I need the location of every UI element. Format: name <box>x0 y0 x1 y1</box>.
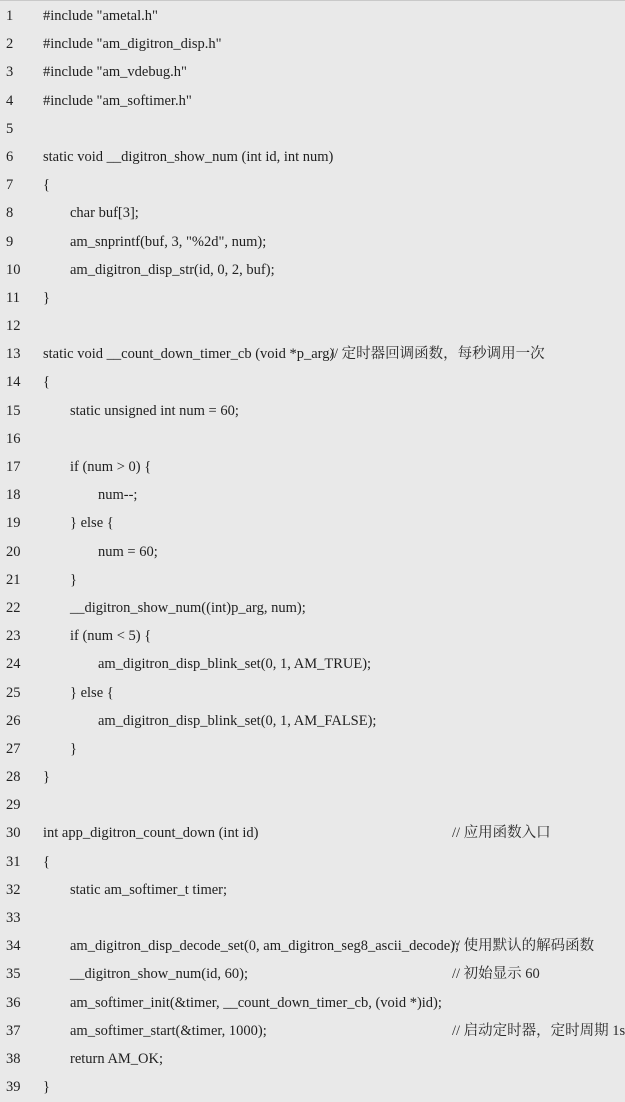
line-number: 32 <box>6 881 21 898</box>
code-text: { <box>43 374 50 391</box>
code-line <box>0 650 625 678</box>
comment-text: // 使用默认的解码函数 <box>452 938 595 955</box>
code-line <box>0 1073 625 1101</box>
code-line <box>0 1017 625 1045</box>
code-line <box>0 30 625 58</box>
code-line <box>0 368 625 396</box>
code-text: __digitron_show_num((int)p_arg, num); <box>70 599 306 616</box>
line-number: 25 <box>6 684 21 701</box>
line-number: 2 <box>6 36 14 53</box>
code-text: } else { <box>70 684 114 701</box>
code-text: } <box>43 769 50 786</box>
line-number: 6 <box>6 148 14 165</box>
code-line <box>0 312 625 340</box>
code-line <box>0 397 625 425</box>
code-text: } <box>43 1079 50 1096</box>
line-number: 13 <box>6 346 21 363</box>
line-number: 26 <box>6 712 21 729</box>
code-text: #include "am_vdebug.h" <box>43 64 187 81</box>
code-line <box>0 171 625 199</box>
code-line <box>0 58 625 86</box>
line-number: 20 <box>6 543 21 560</box>
code-text: num--; <box>98 487 138 504</box>
code-line <box>0 87 625 115</box>
code-line <box>0 340 625 368</box>
code-text: am_digitron_disp_decode_set(0, am_digitron_seg8_ascii_decode); <box>70 938 459 955</box>
code-text: am_digitron_disp_str(id, 0, 2, buf); <box>70 261 275 278</box>
line-number: 37 <box>6 1022 21 1039</box>
code-line <box>0 228 625 256</box>
code-text: am_digitron_disp_blink_set(0, 1, AM_FALSE); <box>98 712 377 729</box>
code-line <box>0 425 625 453</box>
code-text: #include "ametal.h" <box>43 8 158 24</box>
line-number: 19 <box>6 515 21 532</box>
line-number: 4 <box>6 92 14 109</box>
line-number: 1 <box>6 8 14 24</box>
line-number: 34 <box>6 938 21 955</box>
code-line <box>0 735 625 763</box>
code-text: } <box>70 571 77 588</box>
line-number: 35 <box>6 966 21 983</box>
code-line <box>0 284 625 312</box>
line-number: 36 <box>6 994 21 1011</box>
line-number: 12 <box>6 318 21 335</box>
line-number: 3 <box>6 64 14 81</box>
code-line <box>0 707 625 735</box>
code-line <box>0 791 625 819</box>
code-line <box>0 566 625 594</box>
code-line <box>0 594 625 622</box>
line-number: 16 <box>6 430 21 447</box>
code-line <box>0 509 625 537</box>
comment-text: // 启动定时器，定时周期 1s <box>452 1022 625 1039</box>
code-line <box>0 763 625 791</box>
comment-text: // 定时器回调函数，每秒调用一次 <box>330 346 545 363</box>
code-text: num = 60; <box>98 543 158 560</box>
line-number: 17 <box>6 459 21 475</box>
code-text: char buf[3]; <box>70 205 139 222</box>
code-text: am_softimer_init(&timer, __count_down_timer_cb, (void *)id); <box>70 994 442 1011</box>
line-number: 10 <box>6 261 21 278</box>
line-number: 33 <box>6 910 21 926</box>
line-number: 21 <box>6 571 21 588</box>
code-text: am_softimer_start(&timer, 1000); <box>70 1022 267 1039</box>
line-number: 30 <box>6 825 21 842</box>
code-line <box>0 199 625 227</box>
code-line <box>0 538 625 566</box>
code-line <box>0 848 625 876</box>
line-number: 38 <box>6 1050 21 1067</box>
line-number: 15 <box>6 402 21 419</box>
line-number: 7 <box>6 177 14 194</box>
code-line <box>0 1045 625 1073</box>
code-text: static void __count_down_timer_cb (void *p_arg) <box>43 346 335 363</box>
code-line <box>0 256 625 284</box>
code-text: } <box>70 740 77 757</box>
line-number: 24 <box>6 656 21 673</box>
code-text: am_digitron_disp_blink_set(0, 1, AM_TRUE); <box>98 656 372 673</box>
code-text: am_snprintf(buf, 3, "%2d", num); <box>70 233 267 250</box>
code-text: static unsigned int num = 60; <box>70 402 239 419</box>
code-text: if (num < 5) { <box>70 628 152 645</box>
code-line <box>0 960 625 988</box>
code-text: static am_softimer_t timer; <box>70 881 228 898</box>
code-line <box>0 453 625 481</box>
code-text: return AM_OK; <box>70 1050 164 1067</box>
code-text: static void __digitron_show_num (int id, int num) <box>43 148 334 165</box>
line-number: 5 <box>6 120 14 137</box>
code-text: __digitron_show_num(id, 60); <box>70 966 249 983</box>
code-line <box>0 989 625 1017</box>
code-text: } <box>43 289 50 306</box>
code-line <box>0 932 625 960</box>
comment-text: // 应用函数入口 <box>452 825 551 842</box>
line-number: 29 <box>6 797 21 814</box>
code-line <box>0 876 625 904</box>
code-text: } else { <box>70 515 114 532</box>
line-number: 31 <box>6 853 21 870</box>
code-text: if (num > 0) { <box>70 459 152 475</box>
code-text: #include "am_softimer.h" <box>43 92 192 109</box>
line-number: 11 <box>6 289 20 306</box>
code-text: { <box>43 177 50 194</box>
code-text: #include "am_digitron_disp.h" <box>43 36 222 53</box>
line-number: 22 <box>6 599 21 616</box>
line-number: 28 <box>6 769 21 786</box>
line-number: 18 <box>6 487 21 504</box>
code-line <box>0 115 625 143</box>
line-number: 27 <box>6 740 21 757</box>
line-number: 9 <box>6 233 14 250</box>
code-line <box>0 819 625 847</box>
comment-text: // 初始显示 60 <box>452 966 540 983</box>
line-number: 39 <box>6 1079 21 1096</box>
code-listing <box>0 1 625 1101</box>
code-line <box>0 622 625 650</box>
code-line <box>0 143 625 171</box>
line-number: 8 <box>6 205 14 222</box>
code-line <box>0 904 625 932</box>
line-number: 14 <box>6 374 21 391</box>
code-text: { <box>43 853 50 870</box>
code-line <box>0 679 625 707</box>
line-number: 23 <box>6 628 21 645</box>
code-text: int app_digitron_count_down (int id) <box>43 825 259 842</box>
code-line <box>0 2 625 30</box>
code-line <box>0 481 625 509</box>
